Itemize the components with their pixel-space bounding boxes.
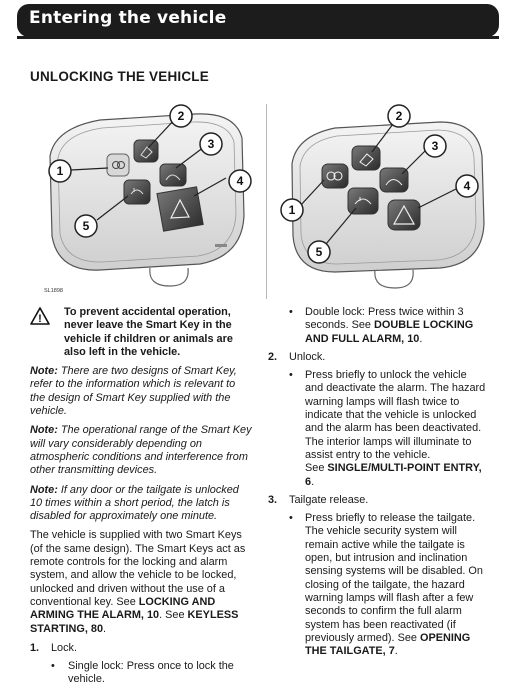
bullet-text: See [305, 462, 328, 475]
bullet-text: . [311, 475, 315, 488]
callout-left-3: 3 [207, 137, 215, 151]
paragraph-text: . See [159, 609, 188, 622]
item-label: Tailgate release. [289, 493, 369, 506]
paragraph-text: . [103, 622, 107, 635]
left-column [30, 306, 252, 692]
callout-right-3: 3 [431, 139, 439, 153]
paragraph-text: The vehicle is supplied with two Smart Keys (of the same design). The Smart Keys act as remote controls for the locking and alarm system, and allow the vehicle to be locked, unlocked and driven without the use of a conventional key. See [30, 529, 246, 608]
list-item-tailgate-release [268, 494, 486, 507]
callout-right-5: 5 [315, 245, 323, 259]
figure-divider [266, 104, 267, 299]
bullet-dot: • [289, 369, 293, 382]
note-text: If any door or the tailgate is unlocked 10 times within a short period, the latch is disabled for approximately one minute. [30, 483, 239, 523]
note-latch-disabled [30, 484, 252, 524]
callout-left-2: 2 [177, 109, 185, 123]
smart-key-figure [30, 96, 490, 301]
bullet-text: Press briefly to unlock the vehicle and deactivate the alarm. The hazard warning lamps will flash twice to indicate that the vehicle is unlocked and the alarm has been deactivated. The interior lamps will illuminate to assist entry to the vehicle. [305, 369, 486, 461]
bullet-dot: • [289, 512, 293, 525]
bullet-text: . [419, 332, 423, 345]
note-operational-range [30, 424, 252, 477]
item-label: Lock. [51, 641, 78, 654]
callout-right-4: 4 [463, 179, 471, 193]
warning-triangle-icon [30, 307, 50, 329]
bullet-dot: • [51, 660, 55, 673]
smart-key-design-2 [281, 105, 484, 288]
bullet-tailgate [268, 512, 486, 658]
item-label: Unlock. [289, 350, 326, 363]
cross-reference-link[interactable]: KEYLESS STARTING, 80 [30, 609, 239, 635]
callout-right-2: 2 [395, 109, 403, 123]
cross-reference-link[interactable]: LOCKING AND ARMING THE ALARM, 10 [30, 595, 216, 622]
list-item-lock [30, 642, 252, 655]
warning-text: To prevent accidental operation, never leave the Smart Key in the vehicle if children or animals are also left in the vehicle. [64, 306, 233, 358]
section-title: UNLOCKING THE VEHICLE [30, 69, 209, 84]
svg-text:!: ! [38, 313, 42, 325]
smart-keys-paragraph [30, 529, 252, 635]
note-smart-key-designs [30, 365, 252, 418]
bullet-text: Double lock: Press twice within 3 seconds. See [305, 306, 464, 332]
smart-key-design-1 [49, 105, 251, 286]
note-text: There are two designs of Smart Key, refer to the information which is relevant to the design of Smart Key supplied with the vehicle. [30, 365, 237, 418]
note-label: Note: [30, 483, 58, 496]
bullet-single-lock [30, 660, 252, 687]
smart-key-illustration [30, 96, 490, 301]
bullet-text: Single lock: Press once to lock the vehicle. [68, 660, 234, 686]
callout-left-4: 4 [236, 174, 244, 188]
list-item-unlock [268, 351, 486, 364]
note-label: Note: [30, 424, 58, 437]
callout-right-1: 1 [288, 203, 296, 217]
callout-left-1: 1 [56, 164, 64, 178]
right-column [268, 306, 486, 663]
cross-reference-link[interactable]: DOUBLE LOCKING AND FULL ALARM, 10 [305, 319, 474, 345]
bullet-dot: • [289, 306, 293, 318]
callout-left-5: 5 [82, 219, 90, 233]
bullet-double-lock [268, 306, 486, 346]
bullet-text: . [394, 645, 398, 658]
page-title: Entering the vehicle [29, 8, 227, 28]
item-number: 2. [268, 350, 278, 363]
cross-reference-link[interactable]: SINGLE/MULTI-POINT ENTRY, 6 [305, 462, 482, 488]
item-number: 3. [268, 493, 278, 506]
header-bar [17, 4, 499, 37]
item-number: 1. [30, 641, 40, 654]
figure-reference: SL1898 [44, 288, 63, 294]
note-label: Note: [30, 365, 58, 378]
bullet-text: Press briefly to release the tailgate. The vehicle security system will remain active while the tailgate is open, but intrusion and inclination sensing systems will be disabled. On closing of the tailgate, the hazard warning lamps will flash after a few seconds to confirm the full alarm system has been reactivated (if previously armed). See [305, 512, 483, 644]
warning-block [30, 306, 252, 359]
note-text: The operational range of the Smart Key will vary considerably depending on atmospheric conditions and interference from other transmitting devices. [30, 424, 252, 477]
cross-reference-link[interactable]: OPENING THE TAILGATE, 7 [305, 631, 471, 658]
bullet-unlock [268, 369, 486, 489]
